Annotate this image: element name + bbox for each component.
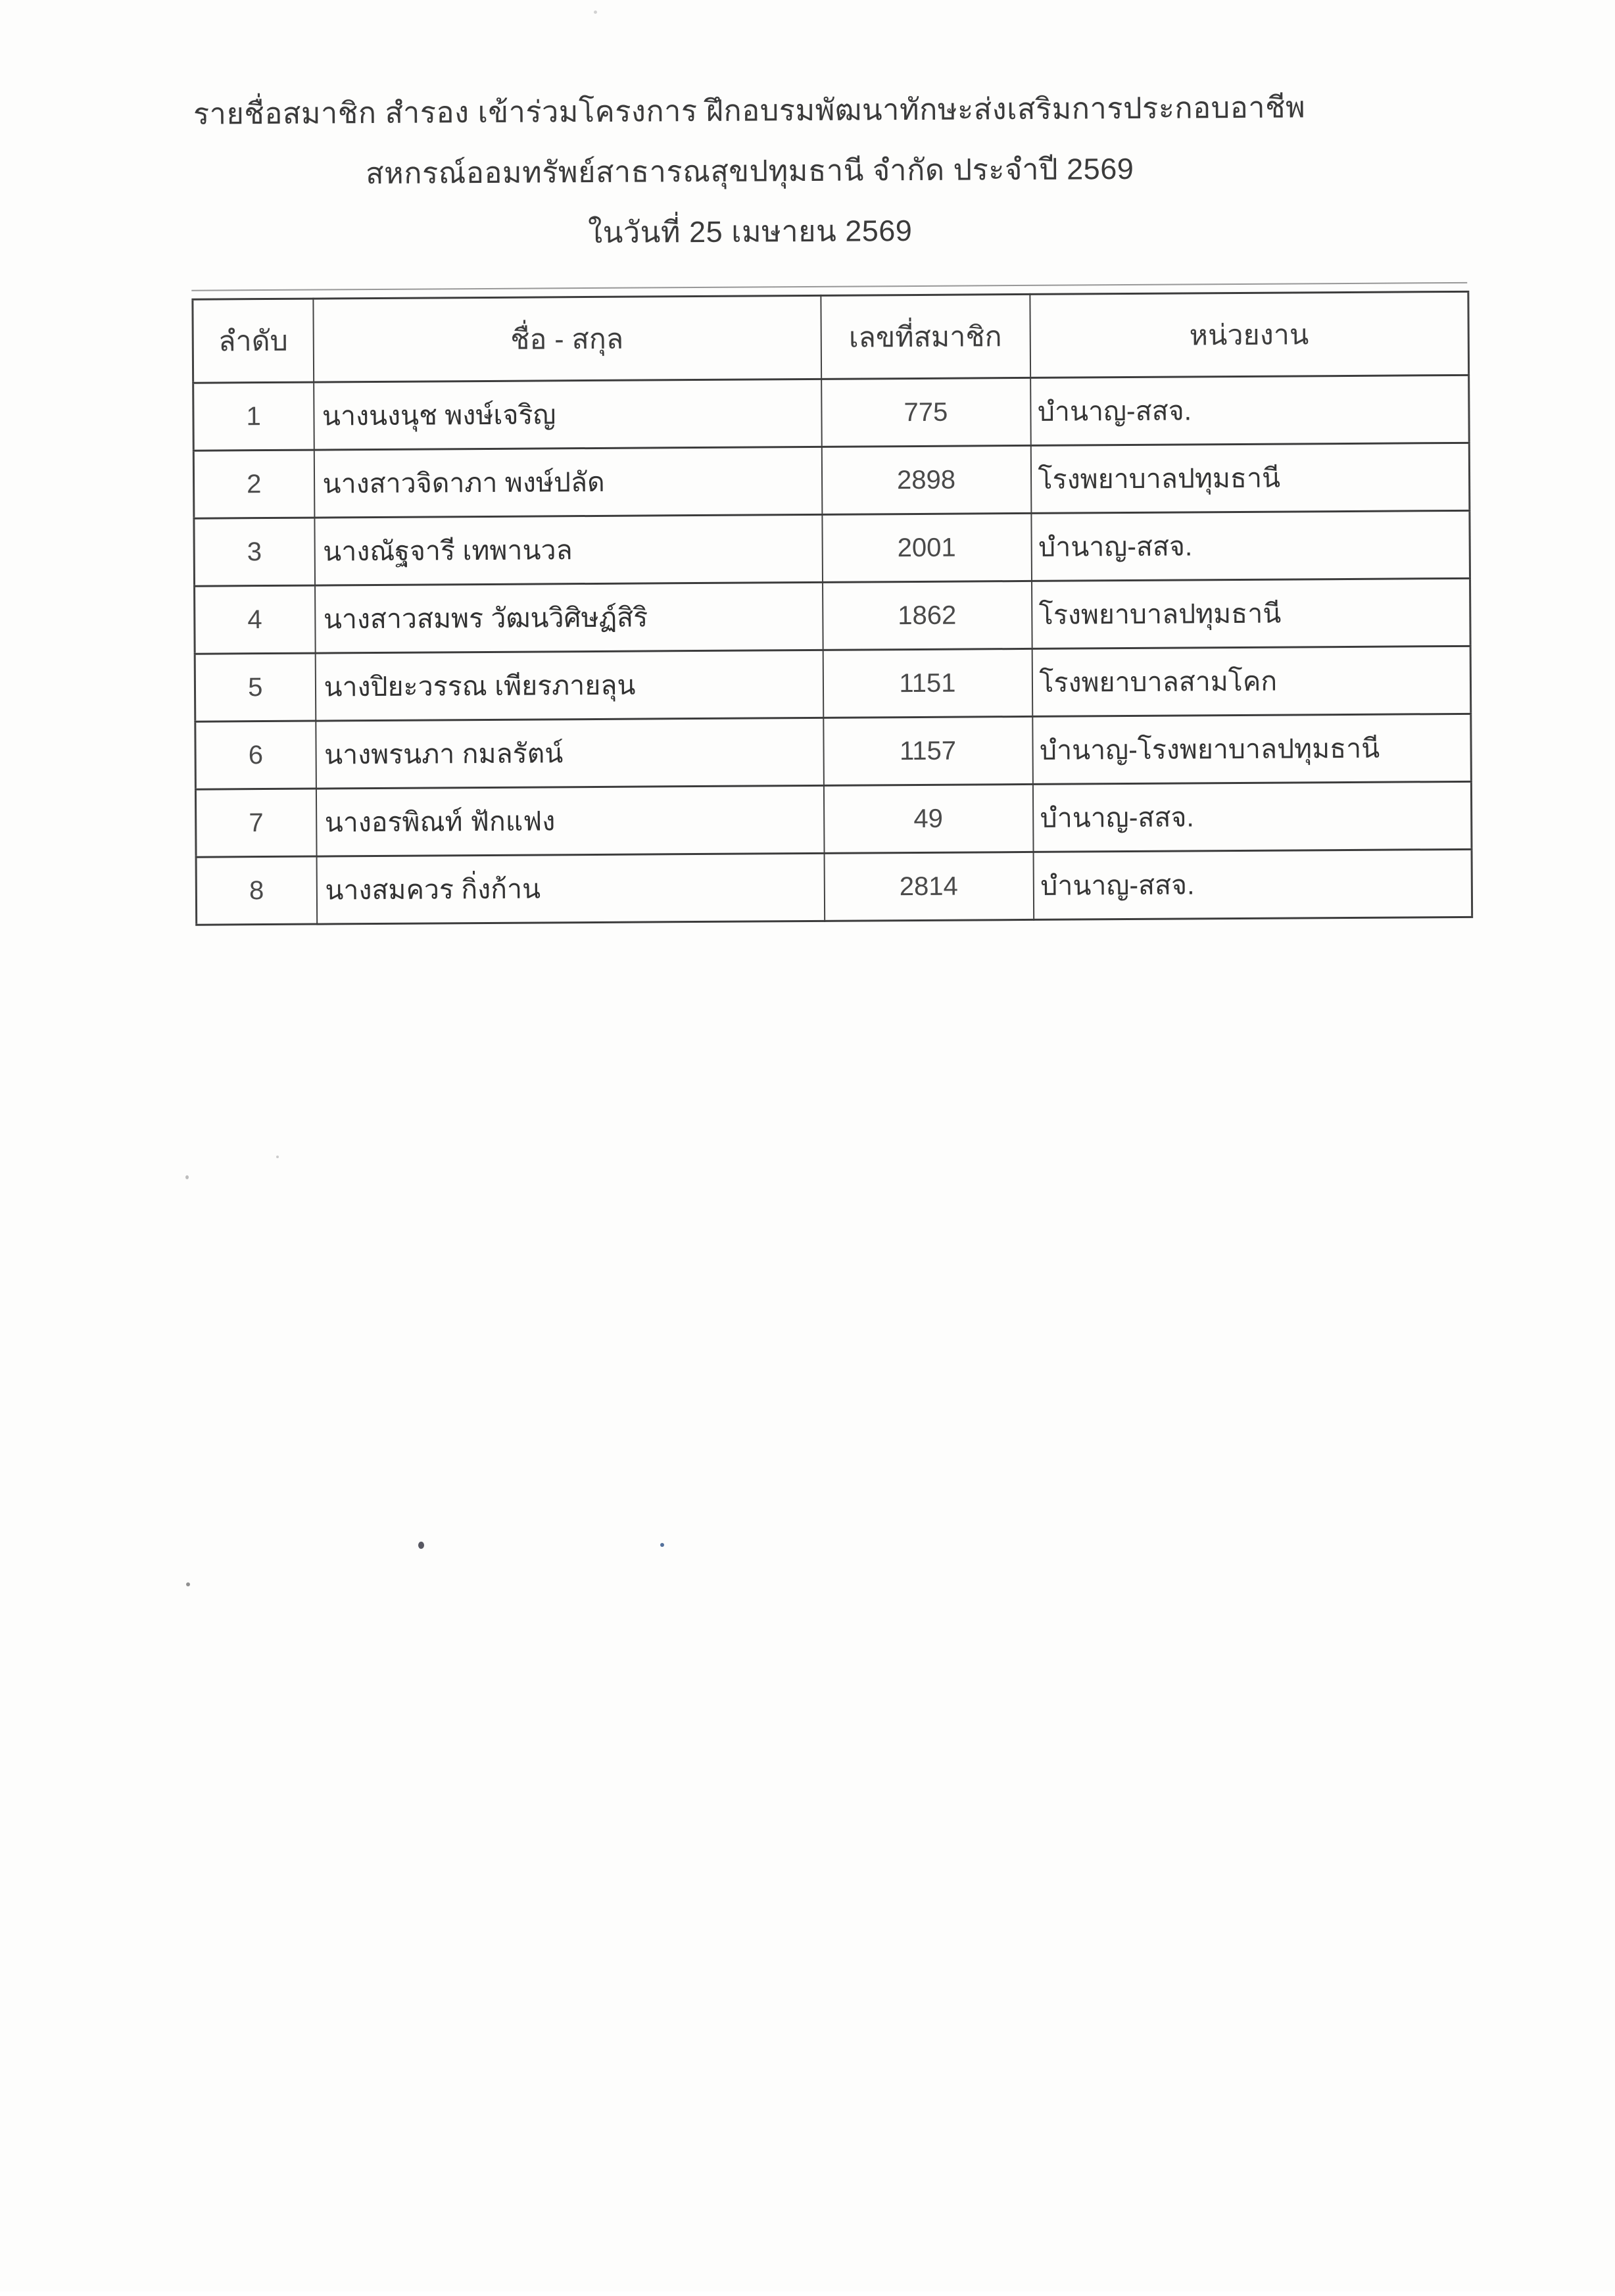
document-title-line-3: ในวันที่ 25 เมษายน 2569 xyxy=(588,214,913,250)
unit-cell: โรงพยาบาลปทุมธานี xyxy=(1030,443,1470,513)
scan-speck xyxy=(186,1582,190,1586)
member-id-cell: 49 xyxy=(823,784,1033,853)
member-id-cell: 2898 xyxy=(821,445,1031,514)
row-number-cell: 6 xyxy=(195,721,316,789)
member-table-body xyxy=(193,375,1472,925)
table-row xyxy=(195,714,1472,789)
table-row xyxy=(196,849,1472,925)
scan-speck xyxy=(185,1175,189,1179)
unit-cell: โรงพยาบาลสามโคก xyxy=(1032,646,1471,716)
member-id-cell: 2001 xyxy=(822,513,1032,582)
column-header-member-id: เลขที่สมาชิก xyxy=(821,294,1030,379)
row-number-cell: 3 xyxy=(194,518,315,586)
table-header xyxy=(193,291,1469,383)
table-row xyxy=(194,510,1470,586)
table-header-row xyxy=(193,291,1469,383)
member-id-cell: 775 xyxy=(821,378,1031,447)
name-cell: นางปิยะวรรณ เพียรภายลุน xyxy=(315,650,823,721)
document-header xyxy=(0,0,1612,267)
member-id-cell: 2814 xyxy=(824,852,1034,921)
member-id-cell: 1157 xyxy=(823,716,1033,785)
name-cell: นางสมควร กิ่งก้าน xyxy=(316,853,825,924)
table-row xyxy=(195,781,1472,857)
unit-cell: บำนาญ-สสจ. xyxy=(1031,510,1470,581)
row-number-cell: 5 xyxy=(195,653,316,721)
scan-speck xyxy=(418,1542,424,1549)
scan-speck xyxy=(594,11,597,14)
table-row xyxy=(193,443,1470,518)
name-cell: นางพรนภา กมลรัตน์ xyxy=(316,718,824,789)
member-list-table xyxy=(191,291,1473,926)
member-id-cell: 1151 xyxy=(823,648,1032,718)
column-header-no: ลำดับ xyxy=(193,299,314,383)
table-row xyxy=(193,375,1470,451)
member-id-cell: 1862 xyxy=(823,581,1032,650)
column-header-name: ชื่อ - สกุล xyxy=(313,295,821,382)
name-cell: นางสาวสมพร วัฒนวิศิษฏ์สิริ xyxy=(315,582,823,653)
document-title-line-2: สหกรณ์ออมทรัพย์สาธารณสุขปทุมธานี จำกัด ประจำปี 2569 xyxy=(365,151,1134,191)
row-number-cell: 7 xyxy=(195,789,316,857)
table-row xyxy=(195,646,1471,721)
scan-ghost-line xyxy=(191,282,1467,291)
row-number-cell: 1 xyxy=(193,382,314,451)
row-number-cell: 2 xyxy=(193,450,314,518)
scan-speck xyxy=(276,1156,279,1158)
scan-speck xyxy=(660,1543,664,1547)
document-title-line-1: รายชื่อสมาชิก สำรอง เข้าร่วมโครงการ ฝึกอบรมพัฒนาทักษะส่งเสริมการประกอบอาชีพ xyxy=(193,90,1306,131)
unit-cell: บำนาญ-สสจ. xyxy=(1032,781,1472,852)
column-header-unit: หน่วยงาน xyxy=(1030,291,1469,378)
unit-cell: บำนาญ-โรงพยาบาลปทุมธานี xyxy=(1032,714,1472,784)
name-cell: นางสาวจิดาภา พงษ์ปลัด xyxy=(314,447,822,518)
unit-cell: โรงพยาบาลปทุมธานี xyxy=(1032,578,1471,648)
name-cell: นางณัฐจารี เทพานวล xyxy=(314,514,823,585)
row-number-cell: 8 xyxy=(196,856,317,925)
name-cell: นางอรพิณท์ ฟักแฟง xyxy=(316,785,824,856)
unit-cell: บำนาญ-สสจ. xyxy=(1033,849,1472,919)
table-row xyxy=(195,578,1471,654)
name-cell: นางนงนุช พงษ์เจริญ xyxy=(314,379,822,450)
row-number-cell: 4 xyxy=(195,585,316,654)
unit-cell: บำนาญ-สสจ. xyxy=(1030,375,1470,445)
